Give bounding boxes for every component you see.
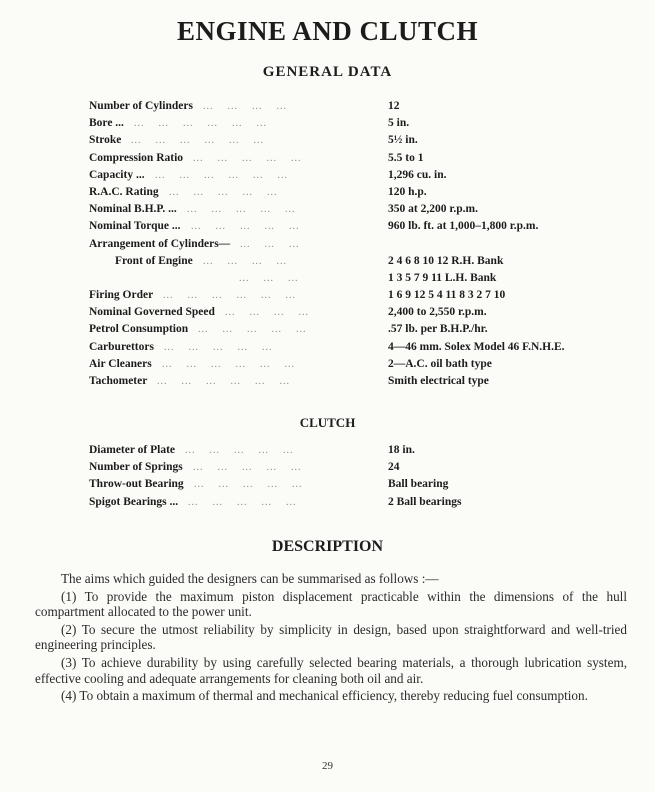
leader-dots: ... ... ... ... ... ...	[134, 118, 281, 130]
spec-value: 5 in.	[388, 117, 410, 130]
leader-dots: ... ... ... ... ...	[187, 204, 310, 216]
spec-label: Arrangement of Cylinders—	[89, 237, 231, 250]
spec-value: 4—46 mm. Solex Model 46 F.N.H.E.	[388, 340, 565, 353]
spec-label: Nominal Torque ...	[89, 220, 181, 233]
spec-label: Stroke	[89, 134, 122, 147]
spec-row	[89, 150, 609, 167]
leader-dots: ... ... ... ... ... ...	[157, 376, 304, 387]
spec-row	[89, 98, 609, 115]
general-data-table	[89, 98, 609, 390]
spec-value: 18 in.	[388, 444, 415, 456]
leader-dots: ... ... ... ...	[203, 255, 301, 267]
spec-label: Carburettors	[89, 340, 154, 353]
spec-row	[89, 115, 609, 132]
spec-label: Nominal B.H.P. ...	[89, 203, 177, 216]
spec-value: 1 6 9 12 5 4 11 8 3 2 7 10	[388, 289, 506, 302]
spec-value: 2—A.C. oil bath type	[388, 357, 492, 370]
general-data-heading: GENERAL DATA	[262, 64, 393, 80]
leader-dots: ... ... ... ... ...	[191, 221, 314, 233]
spec-label: Compression Ratio	[89, 151, 184, 164]
page-number: 29	[322, 760, 333, 772]
spec-label: Air Cleaners	[89, 357, 152, 370]
spec-row	[89, 167, 609, 184]
spec-label: Number of Cylinders	[89, 100, 193, 112]
spec-label: Petrol Consumption	[89, 323, 189, 336]
spec-label: Bore ...	[89, 117, 124, 130]
description-paragraph: (2) To secure the utmost reliability by simplicity in design, based upon straightforward and well-tried engineering principles.	[35, 621, 627, 653]
spec-row	[89, 184, 609, 201]
leader-dots: ... ... ...	[240, 238, 314, 250]
spec-value: 5.5 to 1	[388, 151, 424, 164]
description-heading: DESCRIPTION	[271, 538, 384, 555]
spec-row	[89, 321, 609, 338]
leader-dots: ... ... ... ... ... ...	[155, 169, 302, 181]
spec-value: 5½ in.	[388, 134, 418, 147]
spec-label: R.A.C. Rating	[89, 185, 159, 198]
spec-label: Tachometer	[89, 375, 148, 387]
spec-row	[89, 304, 609, 321]
description-paragraph: The aims which guided the designers can be summarised as follows :—	[61, 571, 439, 586]
spec-value: 1 3 5 7 9 11 L.H. Bank	[388, 271, 497, 284]
description-body	[35, 571, 627, 706]
spec-row	[89, 494, 609, 511]
spec-value: Smith electrical type	[388, 375, 489, 387]
spec-value: .57 lb. per B.H.P./hr.	[388, 323, 488, 336]
leader-dots: ... ... ... ...	[225, 307, 323, 319]
leader-dots: ... ... ... ... ...	[164, 341, 287, 353]
spec-row	[89, 218, 609, 235]
spec-label: Spigot Bearings ...	[89, 495, 179, 508]
spec-row	[89, 270, 609, 287]
spec-label: Firing Order	[89, 289, 154, 302]
spec-row	[89, 459, 609, 476]
spec-row	[89, 236, 609, 253]
spec-value: 960 lb. ft. at 1,000–1,800 r.p.m.	[388, 220, 539, 233]
spec-row	[89, 287, 609, 304]
spec-label: Number of Springs	[89, 461, 183, 474]
spec-row	[89, 201, 609, 218]
leader-dots: ... ... ...	[239, 272, 313, 284]
leader-dots: ... ... ... ... ...	[194, 479, 317, 491]
spec-label: Nominal Governed Speed	[89, 306, 215, 319]
leader-dots: ... ... ... ... ... ...	[131, 135, 278, 147]
leader-dots: ... ... ... ... ...	[188, 496, 311, 508]
spec-value: 2 4 6 8 10 12 R.H. Bank	[388, 254, 504, 267]
description-paragraph: (3) To achieve durability by using carefully selected bearing materials, a thorough lubrication system, effective cooling and adequate arrangements for cleaning both oil and air.	[35, 654, 627, 686]
spec-value: Ball bearing	[388, 478, 449, 491]
spec-value: 1,296 cu. in.	[388, 168, 447, 181]
spec-row	[89, 339, 609, 356]
spec-row	[89, 132, 609, 149]
leader-dots: ... ... ... ...	[203, 101, 301, 112]
spec-row	[89, 253, 609, 270]
spec-row	[89, 356, 609, 373]
clutch-heading: CLUTCH	[299, 415, 356, 430]
spec-value: 2,400 to 2,550 r.p.m.	[388, 306, 487, 319]
leader-dots: ... ... ... ... ...	[193, 152, 316, 164]
clutch-table	[89, 442, 609, 511]
leader-dots: ... ... ... ... ... ...	[163, 290, 310, 302]
spec-value: 350 at 2,200 r.p.m.	[388, 203, 478, 216]
spec-value: 12	[388, 100, 400, 112]
spec-value: 120 h.p.	[388, 185, 427, 198]
leader-dots: ... ... ... ... ...	[193, 462, 316, 474]
spec-row	[89, 476, 609, 493]
description-paragraph: (1) To provide the maximum piston displacement practicable within the dimensions of the hull compartment allocated to the power unit.	[35, 588, 627, 620]
description-paragraph: (4) To obtain a maximum of thermal and mechanical efficiency, thereby reducing fuel consumption.	[61, 688, 588, 704]
leader-dots: ... ... ... ... ...	[185, 445, 308, 456]
spec-row	[89, 373, 609, 390]
spec-label: Front of Engine	[115, 254, 193, 267]
leader-dots: ... ... ... ... ...	[198, 324, 321, 336]
spec-label: Throw-out Bearing	[89, 478, 184, 491]
spec-row	[89, 442, 609, 459]
spec-value: 24	[388, 461, 400, 474]
spec-label: Diameter of Plate	[89, 444, 175, 456]
leader-dots: ... ... ... ... ...	[169, 186, 292, 198]
leader-dots: ... ... ... ... ... ...	[162, 358, 309, 370]
spec-value: 2 Ball bearings	[388, 495, 462, 508]
page-title: ENGINE AND CLUTCH	[176, 16, 479, 46]
spec-label: Capacity ...	[89, 168, 145, 181]
